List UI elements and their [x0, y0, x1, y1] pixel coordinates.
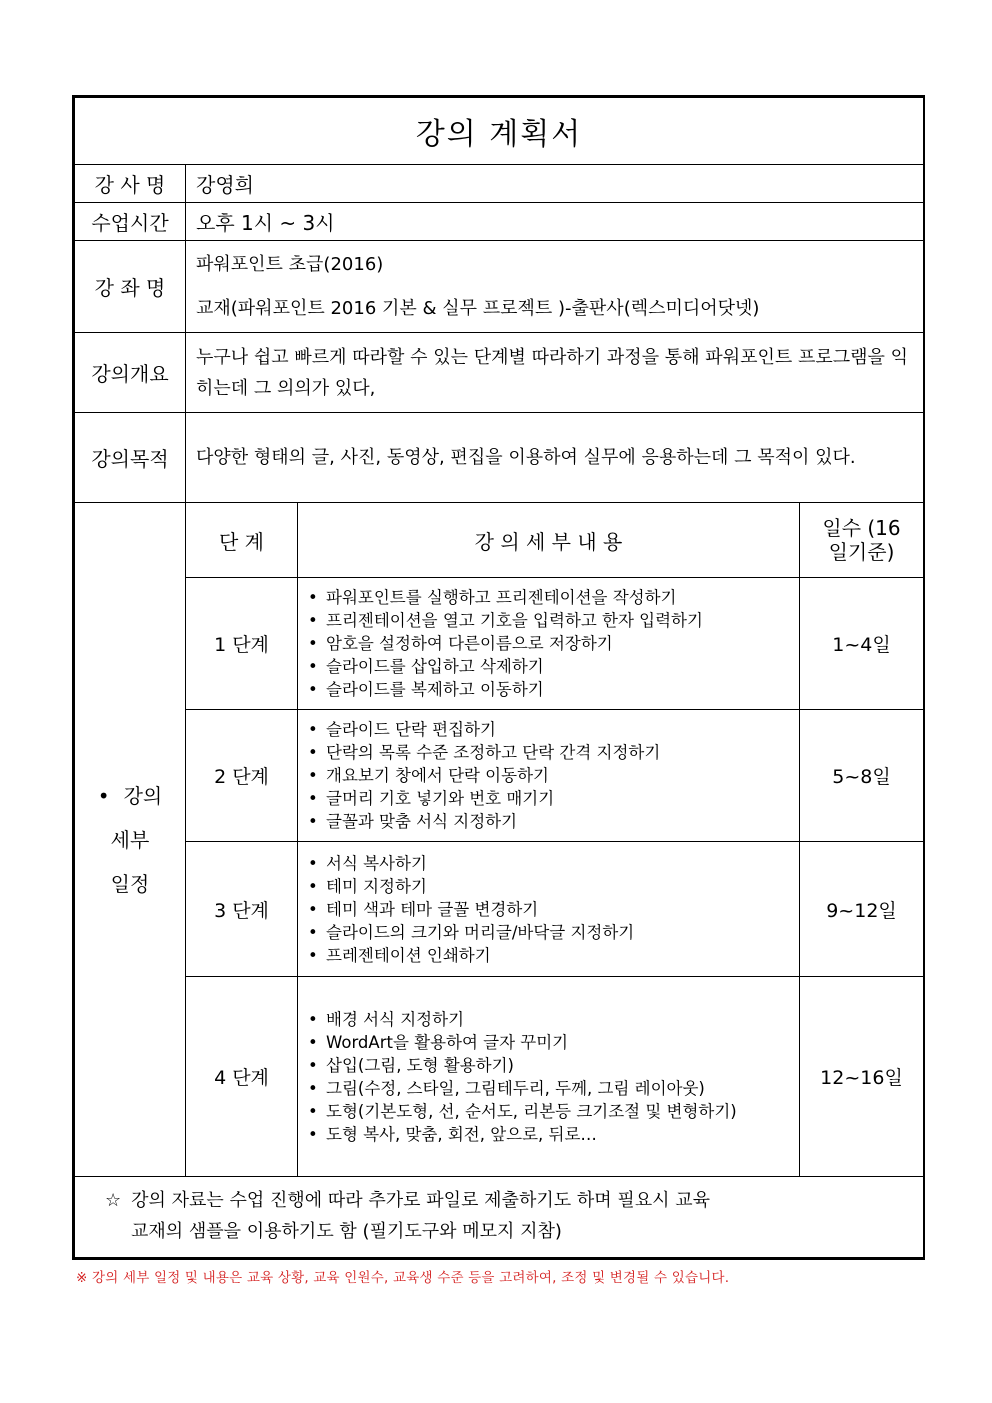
days-cell: 1~4일 [800, 578, 924, 710]
list-item: • 그림(수정, 스타일, 그림테두리, 두께, 그림 레이아웃) [326, 1077, 795, 1100]
list-item: • 프리젠테이션을 열고 기호을 입력하고 한자 입력하기 [326, 609, 795, 632]
instructor-label: 강 사 명 [75, 165, 186, 203]
lecture-plan-table [74, 97, 924, 1258]
list-item: • 글머리 기호 넣기와 번호 매기기 [326, 787, 795, 810]
course-label: 강 좌 명 [75, 241, 186, 333]
stage-cell: 4 단계 [186, 977, 298, 1177]
schedule-label-line1: 강의 [123, 783, 163, 808]
list-item: • 테미 지정하기 [326, 875, 795, 898]
materials-note [75, 1177, 924, 1258]
footer-disclaimer: ※ 강의 세부 일정 및 내용은 교육 상황, 교육 인원수, 교육생 수준 등을 고려하여, 조정 및 변경될 수 있습니다. [76, 1270, 730, 1286]
schedule-label-line3: 일정 [110, 871, 150, 896]
list-item: • 배경 서식 지정하기 [326, 1008, 795, 1031]
overview-text: 누구나 쉽고 빠르게 따라할 수 있는 단계별 따라하기 과정을 통해 파워포인트 프로그램을 익히는데 그 의의가 있다, [186, 333, 924, 413]
details-cell [298, 578, 800, 710]
days-header [800, 503, 924, 578]
list-item: • 테미 색과 테마 글꼴 변경하기 [326, 898, 795, 921]
schedule-label [75, 503, 186, 1177]
schedule-row [75, 578, 924, 710]
list-item: • 프레젠테이션 인쇄하기 [326, 944, 795, 967]
schedule-row [75, 842, 924, 977]
course-value [186, 241, 924, 333]
schedule-row [75, 977, 924, 1177]
list-item: • 파워포인트를 실행하고 프리젠테이션을 작성하기 [326, 586, 795, 609]
days-header-text: 일수 (16일기준) [822, 516, 901, 564]
course-textbook: 교재(파워포인트 2016 기본 & 실무 프로젝트 )-출판사(렉스미디어닷넷) [196, 297, 760, 319]
list-item: • 도형(기본도형, 선, 순서도, 리본등 크기조절 및 변형하기) [326, 1100, 795, 1123]
list-item: • 슬라이드 단락 편집하기 [326, 718, 795, 741]
details-cell [298, 842, 800, 977]
details-cell [298, 710, 800, 842]
list-item: • 개요보기 창에서 단락 이동하기 [326, 764, 795, 787]
list-item: • 암호을 설정하여 다른이름으로 저장하기 [326, 632, 795, 655]
list-item: • 삽입(그림, 도형 활용하기) [326, 1054, 795, 1077]
days-cell: 9~12일 [800, 842, 924, 977]
days-cell: 5~8일 [800, 710, 924, 842]
list-item: • 서식 복사하기 [326, 852, 795, 875]
instructor-value: 강영희 [186, 165, 924, 203]
course-title: 파워포인트 초급(2016) [196, 253, 384, 275]
bullet-icon: • [97, 783, 110, 808]
list-item: • 도형 복사, 맞춤, 회전, 앞으로, 뒤로… [326, 1123, 795, 1146]
list-item: • 글꼴과 맞춤 서식 지정하기 [326, 810, 795, 833]
list-item: • 슬라이드의 크기와 머리글/바닥글 지정하기 [326, 921, 795, 944]
star-icon: ☆ [105, 1190, 122, 1211]
class-time-value: 오후 1시 ~ 3시 [186, 203, 924, 241]
details-header: 강 의 세 부 내 용 [298, 503, 800, 578]
list-item: • 단락의 목록 수준 조정하고 단락 간격 지정하기 [326, 741, 795, 764]
schedule-label-line2: 세부 [110, 827, 150, 852]
stage-cell: 2 단계 [186, 710, 298, 842]
class-time-label: 수업시간 [75, 203, 186, 241]
overview-label: 강의개요 [75, 333, 186, 413]
lecture-plan-sheet [72, 95, 925, 1260]
stage-header: 단 계 [186, 503, 298, 578]
purpose-text: 다양한 형태의 글, 사진, 동영상, 편집을 이용하여 실무에 응용하는데 그 목적이 있다. [186, 413, 924, 503]
note-line2: 교재의 샘플을 이용하기도 함 (필기도구와 메모지 지참) [131, 1221, 562, 1242]
days-cell: 12~16일 [800, 977, 924, 1177]
list-item: • 슬라이드를 복제하고 이동하기 [326, 678, 795, 701]
schedule-row [75, 710, 924, 842]
details-cell [298, 977, 800, 1177]
stage-cell: 3 단계 [186, 842, 298, 977]
purpose-label: 강의목적 [75, 413, 186, 503]
note-line1: 강의 자료는 수업 진행에 따라 추가로 파일로 제출하기도 하며 필요시 교육 [131, 1190, 710, 1211]
document-title: 강의 계획서 [75, 98, 924, 165]
list-item: • 슬라이드를 삽입하고 삭제하기 [326, 655, 795, 678]
stage-cell: 1 단계 [186, 578, 298, 710]
list-item: • WordArt을 활용하여 글자 꾸미기 [326, 1031, 795, 1054]
